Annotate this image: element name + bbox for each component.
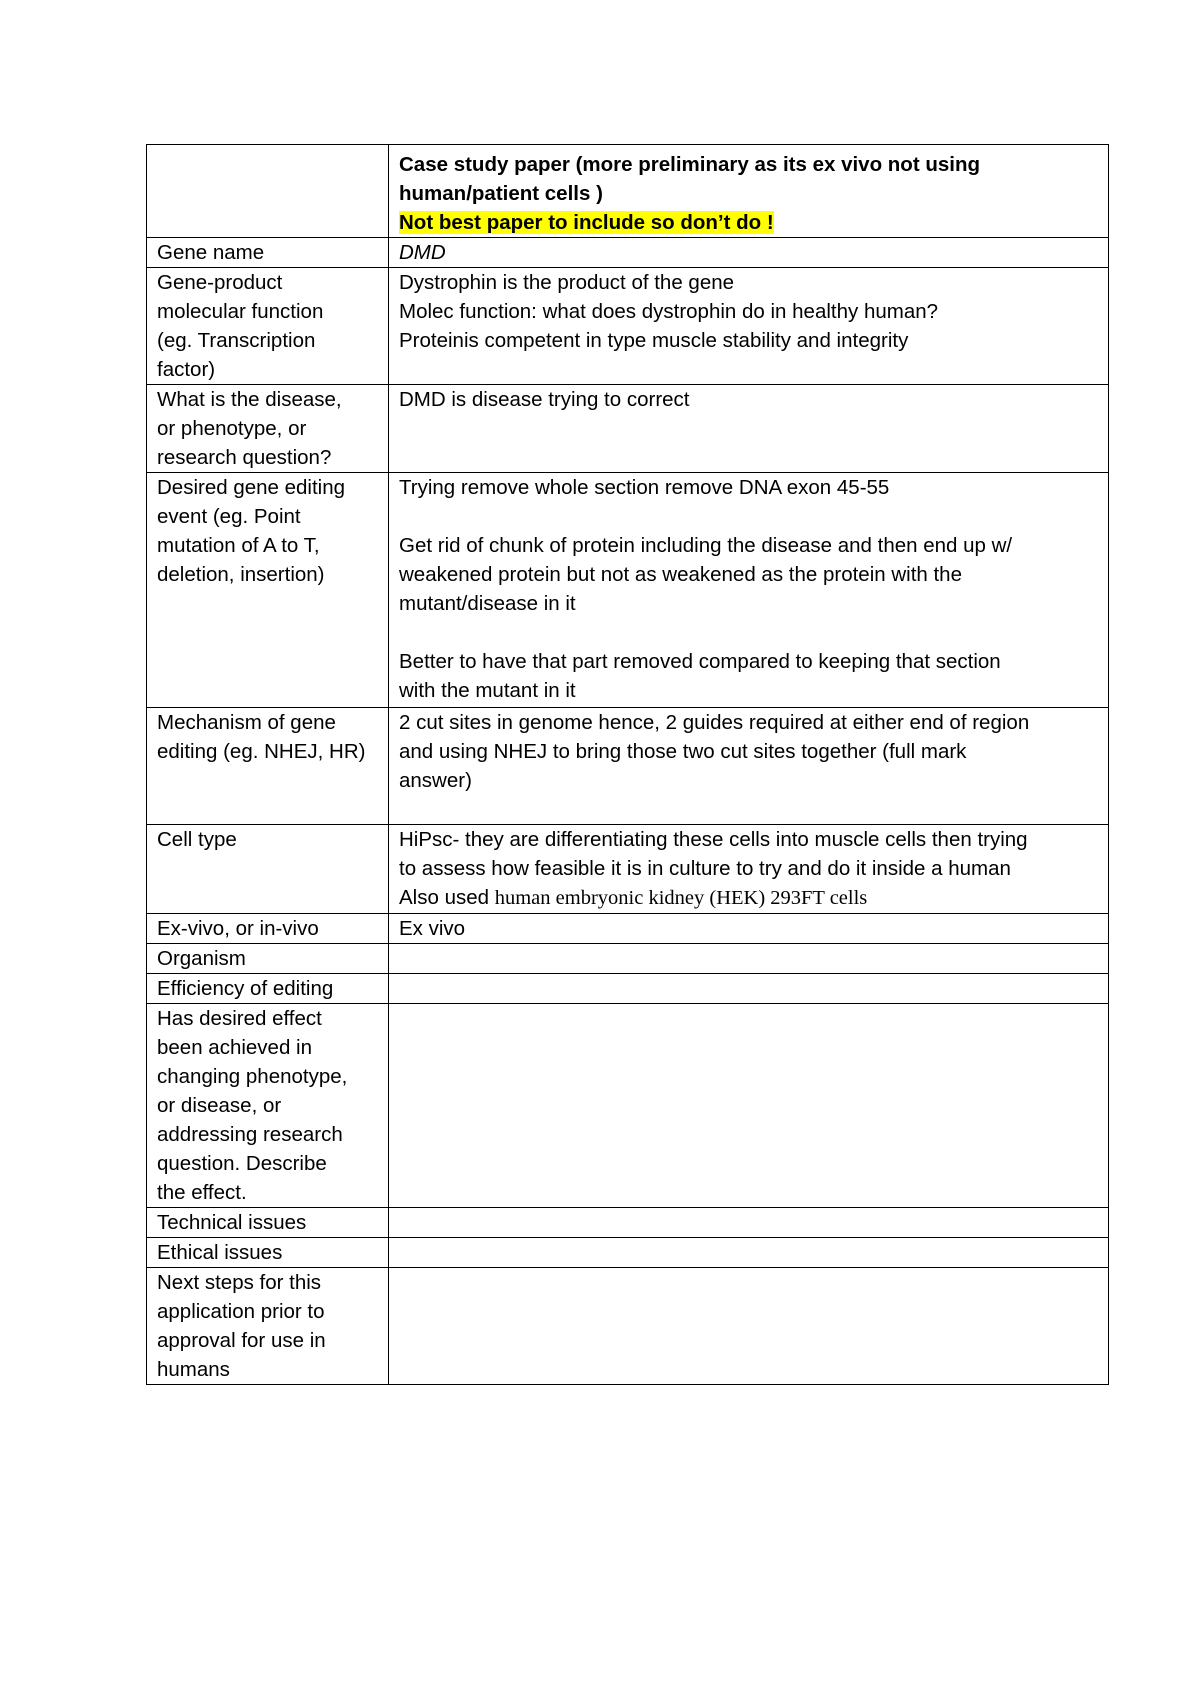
row-value-cell <box>389 1238 1109 1268</box>
row-label-cell <box>147 268 389 385</box>
table-row <box>147 974 1109 1004</box>
row-value-line: Better to have that part removed compared to keeping that section <box>399 650 1001 673</box>
row-label-cell <box>147 944 389 974</box>
row-label-cell <box>147 1268 389 1385</box>
row-value-cell <box>389 708 1109 825</box>
row-label-line: Gene name <box>157 241 265 264</box>
row-value-line: Dystrophin is the product of the gene <box>399 271 735 294</box>
row-label-line: Cell type <box>157 828 237 851</box>
row-value-cell <box>389 473 1109 708</box>
row-label-line: Ethical issues <box>157 1241 283 1264</box>
row-value-line: and using NHEJ to bring those two cut sites together (full mark <box>399 740 967 763</box>
row-label-cell <box>147 825 389 914</box>
row-value-line: 2 cut sites in genome hence, 2 guides required at either end of region <box>399 711 1030 734</box>
row-label-line: mutation of A to T, <box>157 534 320 557</box>
row-value-cell <box>389 974 1109 1004</box>
row-value-line: DMD <box>399 241 446 264</box>
row-label-line: question. Describe <box>157 1152 327 1175</box>
row-label-line: Ex-vivo, or in-vivo <box>157 917 319 940</box>
header-title-cell <box>389 145 1109 238</box>
row-label-line: Has desired effect <box>157 1007 322 1030</box>
table-header-row <box>147 145 1109 238</box>
row-label-cell <box>147 1208 389 1238</box>
row-value-cell <box>389 1268 1109 1385</box>
row-value-line: to assess how feasible it is in culture to try and do it inside a human <box>399 857 1011 880</box>
blank-line <box>399 618 1098 647</box>
table-row <box>147 944 1109 974</box>
row-value-cell <box>389 1208 1109 1238</box>
table-row <box>147 825 1109 914</box>
table-row <box>147 914 1109 944</box>
row-label-line: molecular function <box>157 300 324 323</box>
header-title-line: human/patient cells ) <box>399 182 603 205</box>
row-value-line: Proteinis competent in type muscle stability and integrity <box>399 329 909 352</box>
row-label-line: humans <box>157 1358 230 1381</box>
table-row <box>147 1004 1109 1208</box>
blank-line <box>399 502 1098 531</box>
row-label-line: Desired gene editing <box>157 476 346 499</box>
row-label-line: or disease, or <box>157 1094 282 1117</box>
row-label-line: research question? <box>157 446 332 469</box>
row-label-line: editing (eg. NHEJ, HR) <box>157 740 366 763</box>
row-label-line: What is the disease, <box>157 388 342 411</box>
table-row <box>147 473 1109 708</box>
row-value-cell <box>389 268 1109 385</box>
row-label-line: factor) <box>157 358 216 381</box>
header-title-line: Case study paper (more preliminary as its ex vivo not using <box>399 153 981 176</box>
row-label-cell <box>147 385 389 473</box>
row-label-line: Organism <box>157 947 246 970</box>
row-value-line: DMD is disease trying to correct <box>399 388 690 411</box>
row-value-line: Molec function: what does dystrophin do in healthy human? <box>399 300 939 323</box>
table-row <box>147 385 1109 473</box>
row-value-line: Ex vivo <box>399 917 466 940</box>
row-label-cell <box>147 238 389 268</box>
row-value-serif-text: human embryonic kidney (HEK) 293FT cells <box>494 887 868 909</box>
row-label-line: Technical issues <box>157 1211 307 1234</box>
row-label-cell <box>147 1004 389 1208</box>
header-empty-cell <box>147 145 389 238</box>
table-row <box>147 238 1109 268</box>
header-highlight-note: Not best paper to include so don’t do ! <box>399 211 774 234</box>
row-label-line: event (eg. Point <box>157 505 301 528</box>
row-value-line: mutant/disease in it <box>399 592 576 615</box>
row-label-line: (eg. Transcription <box>157 329 316 352</box>
row-label-cell <box>147 708 389 825</box>
row-label-line: the effect. <box>157 1181 247 1204</box>
row-label-line: been achieved in <box>157 1036 313 1059</box>
row-value-cell <box>389 238 1109 268</box>
row-label-cell <box>147 1238 389 1268</box>
row-value-cell <box>389 385 1109 473</box>
row-value-cell <box>389 825 1109 914</box>
row-label-line: Efficiency of editing <box>157 977 334 1000</box>
case-study-table <box>146 144 1109 1385</box>
row-label-cell <box>147 974 389 1004</box>
row-label-line: addressing research <box>157 1123 343 1146</box>
row-label-line: Gene-product <box>157 271 283 294</box>
row-value-cell <box>389 1004 1109 1208</box>
row-label-line: application prior to <box>157 1300 325 1323</box>
table-row <box>147 268 1109 385</box>
table-row <box>147 1208 1109 1238</box>
row-value-line: with the mutant in it <box>399 679 576 702</box>
table-row <box>147 1238 1109 1268</box>
row-value-line: Trying remove whole section remove DNA exon 45-55 <box>399 476 890 499</box>
row-label-line: or phenotype, or <box>157 417 307 440</box>
table-row <box>147 708 1109 825</box>
row-value-line: HiPsc- they are differentiating these cells into muscle cells then trying <box>399 828 1028 851</box>
row-label-line: deletion, insertion) <box>157 563 325 586</box>
row-label-cell <box>147 473 389 708</box>
row-value-cell <box>389 944 1109 974</box>
row-value-line: Get rid of chunk of protein including the disease and then end up w/ <box>399 534 1013 557</box>
row-label-line: changing phenotype, <box>157 1065 348 1088</box>
row-value-line: Also used <box>399 886 495 909</box>
row-label-line: Next steps for this <box>157 1271 322 1294</box>
row-value-line: answer) <box>399 769 472 792</box>
row-value-cell <box>389 914 1109 944</box>
row-label-line: approval for use in <box>157 1329 326 1352</box>
row-label-line: Mechanism of gene <box>157 711 336 734</box>
table-row <box>147 1268 1109 1385</box>
row-label-cell <box>147 914 389 944</box>
row-value-line: weakened protein but not as weakened as the protein with the <box>399 563 962 586</box>
